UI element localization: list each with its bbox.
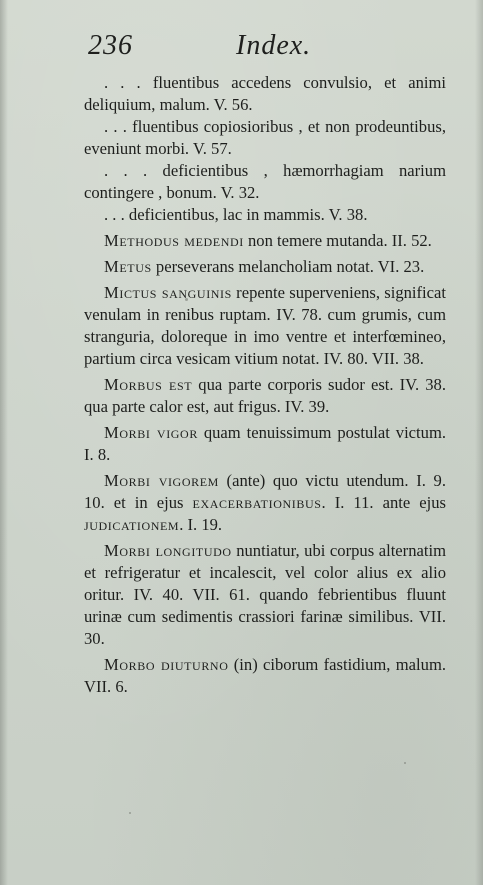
entry-text: repente superveniens, significat venulam in renibus ruptam. IV. 78. cum grumis, cum stranguria, doloreque in imo ventre et interfœmineo, partium circa vesicam vitium notat. IV. 80. VII. 38. — [84, 283, 446, 368]
index-subentry — [84, 204, 446, 226]
entry-text: perseverans melancholiam notat. VI. 23. — [151, 257, 425, 276]
entry-text: . . . fluentibus accedens convulsio, et animi deliquium, malum. V. 56. — [84, 73, 446, 114]
index-entry — [84, 374, 446, 418]
entry-text: (in) ciborum fastidium, malum. VII. 6. — [84, 655, 446, 696]
index-entry — [84, 422, 446, 466]
entry-text: qua parte corporis sudor est. IV. 38. qua parte calor est, aut frigus. IV. 39. — [84, 375, 446, 416]
index-entry — [84, 540, 446, 650]
index-entry — [84, 470, 446, 536]
index-subentry — [84, 72, 446, 116]
entry-text: . I. 19. — [179, 515, 223, 534]
entry-headword: Morbi longitudo — [104, 541, 232, 560]
paper-speck — [185, 298, 188, 301]
entry-headword: Methodus medendi — [104, 231, 244, 250]
entry-headword: Morbo diuturno — [104, 655, 229, 674]
running-head: Index. — [236, 30, 312, 61]
entry-subheadword: judicationem — [84, 515, 180, 534]
index-entry — [84, 256, 446, 278]
page-header — [88, 30, 428, 70]
entry-headword: Morbi vigor — [104, 423, 198, 442]
entry-text: (ante) quo victu utendum. I. 9. 10. et in ejus — [84, 471, 446, 512]
paper-speck — [404, 762, 406, 764]
entry-headword: Morbus est — [104, 375, 193, 394]
page-number: 236 — [88, 30, 133, 61]
entry-text: . I. 11. ante ejus — [321, 493, 446, 512]
entry-headword: Metus — [104, 257, 152, 276]
entry-headword: Morbi vigorem — [104, 471, 219, 490]
entry-text: . . . deficientibus , hæmorrhagiam narium contingere , bonum. V. 32. — [84, 161, 446, 202]
index-entry — [84, 230, 446, 252]
page-right-edge-shadow — [475, 0, 483, 885]
index-entry — [84, 282, 446, 370]
entry-headword: Mictus sanguinis — [104, 283, 232, 302]
paper-speck — [129, 812, 131, 814]
entry-subheadword: exacerbationibus — [192, 493, 322, 512]
entry-text: . . . deficientibus, lac in mammis. V. 38. — [104, 205, 368, 224]
entry-text: nuntiatur, ubi corpus alternatim et refrigeratur et incalescit, vel color alius ex alio oritur. IV. 40. VII. 61. quando febrientibus fluunt urinæ cum sedimentis crassiori farinæ similibus. VII. 30. — [84, 541, 446, 648]
entry-text: non temere mutanda. II. 52. — [243, 231, 432, 250]
index-entry — [84, 654, 446, 698]
index-text-block — [84, 72, 446, 698]
index-subentry — [84, 160, 446, 204]
entry-text: quam tenuissimum postulat victum. I. 8. — [84, 423, 447, 464]
entry-text: . . . fluentibus copiosioribus , et non prodeuntibus, eveniunt morbi. V. 57. — [84, 117, 446, 158]
page-left-edge-shadow — [0, 0, 8, 885]
index-subentry — [84, 116, 446, 160]
